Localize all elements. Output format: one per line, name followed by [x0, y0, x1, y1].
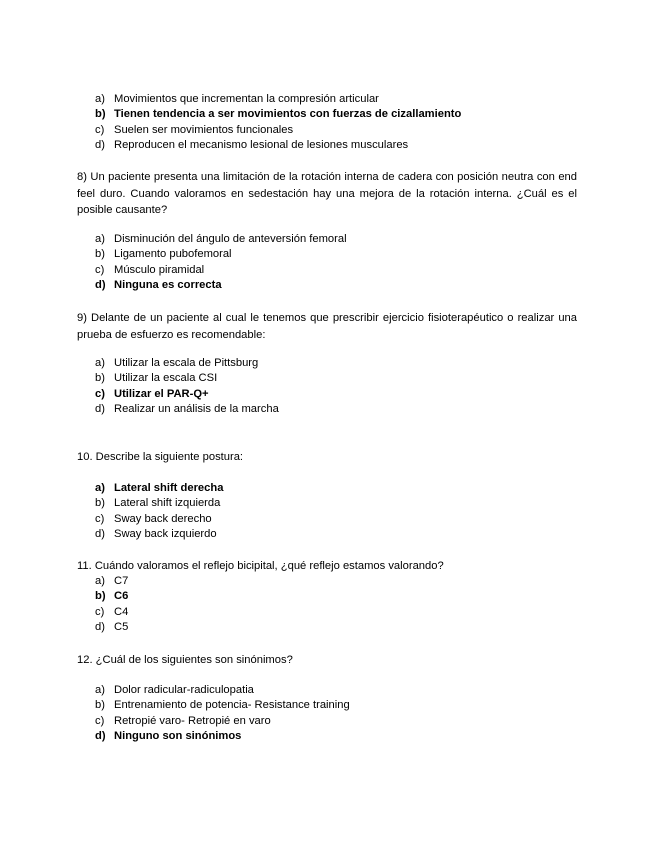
option-text: Ninguno son sinónimos [114, 730, 242, 743]
option-letter: a) [95, 233, 105, 245]
option-text: Realizar un análisis de la marcha [114, 403, 279, 416]
answer-option [95, 138, 461, 153]
answer-option [95, 247, 347, 262]
question-11-options [95, 574, 128, 636]
answer-option [95, 512, 223, 527]
question-7-options [95, 92, 461, 154]
question-10-options [95, 481, 223, 543]
option-letter: d) [95, 621, 105, 634]
option-text: Sway back derecho [114, 512, 212, 525]
question-8-text: 8) Un paciente presenta una limitación de la rotación interna de cadera con posición neutra con end feel duro. Cuando valoramos en sedestación hay una mejora de la rotación interna. ¿Cuál es el posible causante? [77, 171, 577, 216]
option-letter: d) [95, 279, 106, 292]
answer-option [95, 402, 279, 417]
option-text: Lateral shift izquierda [114, 497, 221, 510]
answer-option [95, 232, 347, 247]
option-letter: c) [95, 605, 105, 618]
option-letter: c) [95, 263, 105, 276]
option-text: Retropié varo- Retropié en varo [114, 714, 271, 727]
answer-option [95, 387, 279, 402]
option-letter: a) [95, 575, 105, 587]
answer-option [95, 683, 350, 698]
answer-option [95, 263, 347, 278]
answer-option [95, 698, 350, 713]
option-letter: b) [95, 108, 106, 121]
option-text: Movimientos que incrementan la compresión articular [114, 93, 379, 105]
answer-option [95, 371, 279, 386]
option-letter: c) [95, 123, 105, 136]
question-12-options [95, 683, 350, 745]
question-11-text: 11. Cuándo valoramos el reflejo bicipital, ¿qué reflejo estamos valorando? [77, 560, 444, 572]
answer-option [95, 123, 461, 138]
option-text: Reproducen el mecanismo lesional de lesiones musculares [114, 139, 409, 152]
option-text: Utilizar la escala de Pittsburg [114, 357, 259, 369]
option-text: Suelen ser movimientos funcionales [114, 123, 294, 136]
option-letter: c) [95, 714, 105, 727]
option-letter: d) [95, 139, 105, 152]
option-text: C4 [114, 605, 129, 618]
answer-option [95, 605, 128, 620]
option-text: Dolor radicular-radiculopatia [114, 684, 254, 696]
answer-option [95, 714, 350, 729]
answer-option [95, 729, 350, 744]
question-10-text: 10. Describe la siguiente postura: [77, 451, 244, 463]
answer-option [95, 278, 347, 293]
option-letter: a) [95, 93, 105, 105]
option-letter: a) [95, 357, 105, 369]
option-text: Sway back izquierdo [114, 528, 217, 541]
question-12-text: 12. ¿Cuál de los siguientes son sinónimos? [77, 654, 293, 666]
option-text: Tienen tendencia a ser movimientos con fuerzas de cizallamiento [114, 108, 462, 121]
option-text: C5 [114, 621, 129, 634]
option-letter: b) [95, 590, 106, 603]
option-text: Disminución del ángulo de anteversión femoral [114, 233, 347, 245]
question-9-text: 9) Delante de un paciente al cual le tenemos que prescribir ejercicio fisioterapéutico o realizar una prueba de esfuerzo es recomendable: [77, 312, 577, 341]
option-text: Utilizar el PAR-Q+ [114, 387, 209, 400]
answer-option [95, 356, 279, 371]
option-text: Ligamento pubofemoral [114, 248, 232, 261]
answer-option [95, 589, 128, 604]
option-letter: b) [95, 699, 105, 712]
option-letter: a) [95, 482, 105, 494]
question-9-options [95, 356, 279, 418]
option-letter: d) [95, 730, 106, 743]
option-text: Lateral shift derecha [114, 482, 224, 494]
answer-option [95, 496, 223, 511]
answer-option [95, 527, 223, 542]
option-letter: c) [95, 387, 105, 400]
option-letter: d) [95, 528, 105, 541]
option-letter: b) [95, 372, 105, 385]
question-8-options [95, 232, 347, 294]
option-letter: d) [95, 403, 105, 416]
option-text: Músculo piramidal [114, 263, 205, 276]
option-letter: a) [95, 684, 105, 696]
option-text: Entrenamiento de potencia- Resistance training [114, 699, 350, 712]
option-letter: b) [95, 248, 105, 261]
option-text: C6 [114, 590, 129, 603]
option-text: Ninguna es correcta [114, 279, 222, 292]
answer-option [95, 574, 128, 589]
option-text: C7 [114, 575, 129, 587]
answer-option [95, 107, 461, 122]
option-letter: c) [95, 512, 105, 525]
option-text: Utilizar la escala CSI [114, 372, 218, 385]
answer-option [95, 620, 128, 635]
answer-option [95, 481, 223, 496]
option-letter: b) [95, 497, 105, 510]
answer-option [95, 92, 461, 107]
